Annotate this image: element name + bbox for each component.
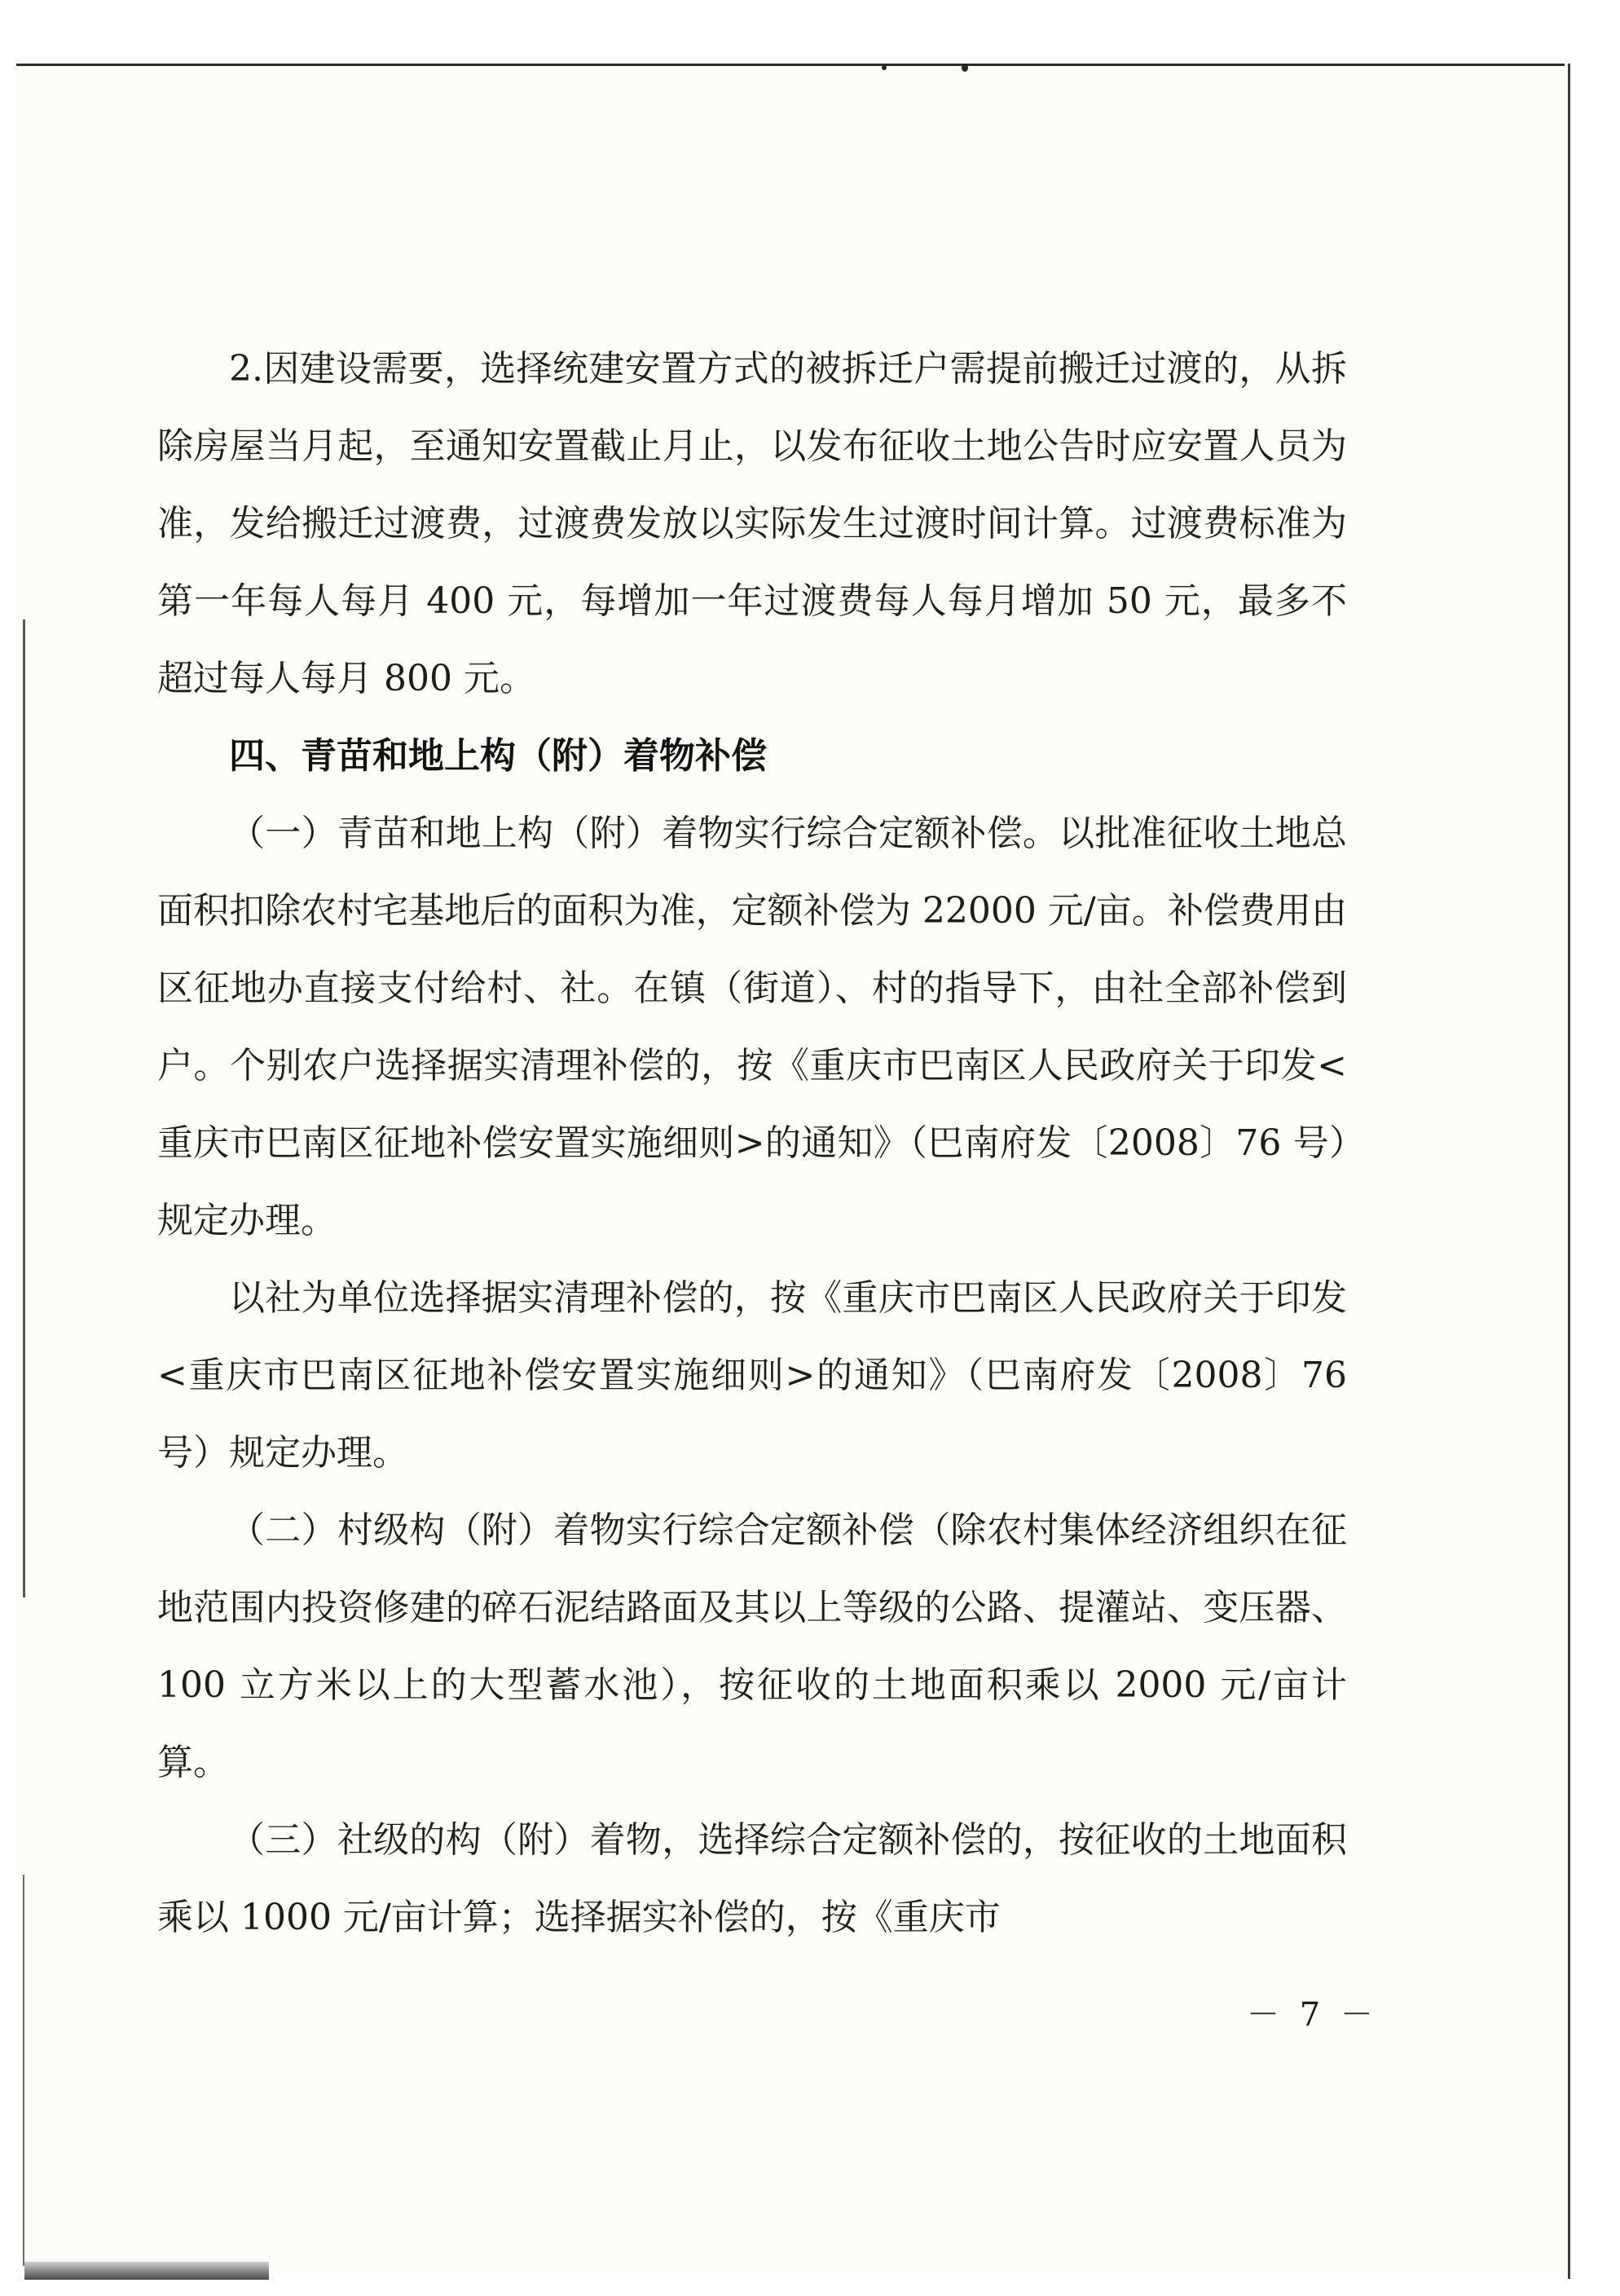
section-heading: 四、青苗和地上构（附）着物补偿 xyxy=(229,735,767,777)
scan-edge-shadow xyxy=(23,619,25,1598)
scan-speck xyxy=(962,64,968,72)
paragraph: （一）青苗和地上构（附）着物实行综合定额补偿。以批准征收土地总面积扣除农村宅基地后的面积为准，定额补偿为 22000 元/亩。补偿费用由区征地办直接支付给村、社。在镇（街道）、村的指导下，由社全部补偿到户。个别农户选择据实清理补偿的，按《重庆市巴南区人民政府关于印发<重庆市巴南区征地补偿安置实施细则>的通知》（巴南府发〔2008〕76 号）规定办理。 xyxy=(157,813,1347,1241)
paragraph: 2.因建设需要，选择统建安置方式的被拆迁户需提前搬迁过渡的，从拆除房屋当月起，至通知安置截止月止，以发布征收土地公告时应安置人员为准，发给搬迁过渡费，过渡费发放以实际发生过渡时间计算。过渡费标准为第一年每人每月 400 元，每增加一年过渡费每人每月增加 50 元，最多不超过每人每月 800 元。 xyxy=(157,348,1347,699)
paragraph: （三）社级的构（附）着物，选择综合定额补偿的，按征收的土地面积乘以 1000 元/亩计算；选择据实补偿的，按《重庆市 xyxy=(157,1819,1347,1938)
scan-speck xyxy=(882,65,887,70)
page-number: － 7 － xyxy=(1247,1996,1378,2034)
document-body xyxy=(157,330,1347,1956)
scan-edge-shadow xyxy=(23,1875,24,2266)
paragraph: 以社为单位选择据实清理补偿的，按《重庆市巴南区人民政府关于印发<重庆市巴南区征地补偿安置实施细则>的通知》（巴南府发〔2008〕76 号）规定办理。 xyxy=(157,1277,1347,1474)
page-top-border xyxy=(16,64,1565,66)
scan-corner-shadow xyxy=(24,2262,269,2280)
paragraph: （二）村级构（附）着物实行综合定额补偿（除农村集体经济组织在征地范围内投资修建的碎石泥结路面及其以上等级的公路、提灌站、变压器、100 立方米以上的大型蓄水池），按征收的土地面积乘以 2000 元/亩计算。 xyxy=(157,1509,1347,1783)
page-right-border xyxy=(1568,64,1570,2279)
